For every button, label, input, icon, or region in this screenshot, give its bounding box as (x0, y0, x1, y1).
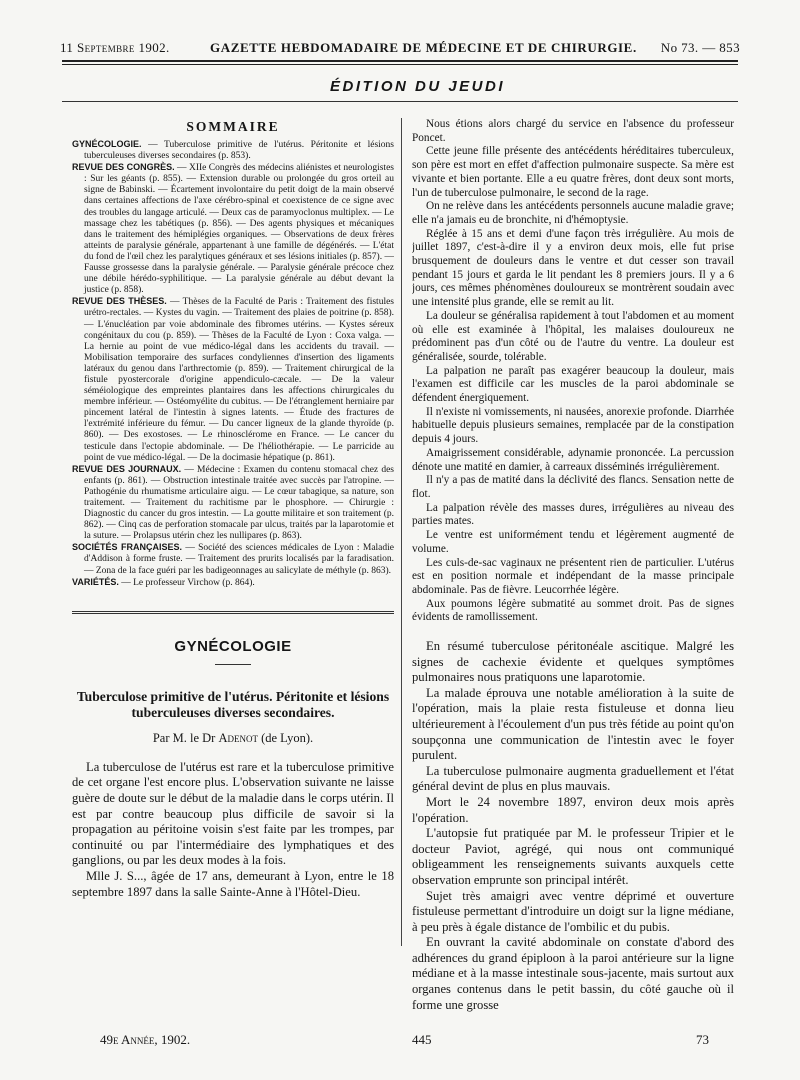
observation-paragraph: Aux poumons légère submatité au sommet droit. Pas de signes évidents de ramollissement. (412, 597, 734, 624)
article-left-body (72, 760, 394, 900)
observation-paragraph: Il n'existe ni vomissements, ni nausées, anorexie profonde. Diarrhée habituelle depuis plusieurs semaines, remplacée par de la constipation depuis 4 jours. (412, 405, 734, 446)
article-paragraph: En ouvrant la cavité abdominale on constate d'abord des adhérences du grand épiploon à la paroi antérieure sur la ligne médiane et à la masse intestinale sous-jacente, mais surtout aux organes contenus dans le petit bassin, du côté gauche où il forme une grosse (412, 935, 734, 1012)
sommaire-entry (72, 577, 394, 589)
observation-paragraph: On ne relève dans les antécédents personnels aucune maladie grave; elle n'a jamais eu de bronchite, ni d'hémoptysie. (412, 200, 734, 226)
observation-paragraph: Amaigrissement considérable, adynamie prononcée. La percussion dénote une matité en damier, à carreaux disséminés irrégulièrement. (412, 446, 734, 473)
paragraph-gap (412, 625, 734, 639)
sommaire-entry-key: REVUE DES JOURNAUX. (72, 463, 182, 474)
observation-paragraph: Les culs-de-sac vaginaux ne présentent rien de particulier. L'utérus est en position normale et indépendant de la masse principale abdominale. Pas de fièvre. Leucorrhée légère. (412, 556, 734, 596)
article-paragraph: La malade éprouva une notable amélioration à la suite de l'opération, mais la plaie resta fistuleuse et donna lieu ultérieurement à l'écoulement d'un pus très fétide au point qu'on soupçonna une communication de l'intestin avec le foyer purulent. (412, 685, 734, 763)
article-paragraph: La tuberculose de l'utérus est rare et la tuberculose primitive de cet organe l'est encore plus. L'observation suivante ne laisse guère de doute sur le début de la maladie dans le corps utérin. Il est par contre beaucoup plus difficile de savoir si la propagation au péritoine voisin s'est faite par les trompes, par continuité ou par l'intermédiaire des lymphatiques et des ganglions, ou par les deux modes à la fois. (72, 759, 394, 868)
article-title: Tuberculose primitive de l'utérus. Péritonite et lésions tuberculeuses diverses secondaires. (76, 688, 390, 720)
article-paragraph: Mort le 24 novembre 1897, environ deux mois après l'opération. (412, 794, 734, 825)
article-paragraph: Mlle J. S..., âgée de 17 ans, demeurant à Lyon, entre le 18 septembre 1897 dans la salle Sainte-Anne à l'Hôtel-Dieu. (72, 868, 394, 899)
footer-year: 49e Année, 1902. (100, 1032, 191, 1047)
sommaire-entry-key: REVUE DES CONGRÈS. (72, 162, 175, 173)
section-heading: GYNÉCOLOGIE (174, 637, 292, 655)
observation-paragraph: Il n'y a pas de matité dans la déclivité des flancs. Sensation nette de flot. (412, 474, 734, 500)
right-column (412, 118, 734, 1038)
page-header (60, 40, 740, 58)
observation-paragraph: Nous étions alors chargé du service en l'absence du professeur Poncet. (412, 118, 734, 144)
sommaire-entry (72, 542, 394, 576)
author-suffix: (de Lyon). (261, 730, 314, 745)
sommaire-entry-text: — Médecine : Examen du contenu stomacal chez des enfants (p. 861). — Obstruction intestinale traitée avec succès par l'atropine. — Pathogénie du rhumatisme articulaire aigu. — Le cœur tabagique, sa nature, son traitement. — Traitement du rachitisme par le phosphore. — Chirurgie : Diagnostic du cancer du gros intestin. — La goutte militaire et son traitement (p. 862). — Cinq cas de perforation stomacale par ulcus, traités par la laparotomie et la suture. — Prolapsus utérin chez les nullipares (p. 863). (84, 464, 394, 542)
sommaire-entry-key: VARIÉTÉS. (72, 576, 119, 587)
sommaire-list (72, 139, 394, 589)
observation-paragraph: Cette jeune fille présente des antécédents héréditaires tuberculeux, son père est mort en effet d'affection pulmonaire suspecte. Sa mère est vivante et bien portante. Elle a eu quatre frères, dont deux sont morts, l'un de tuberculose pulmonaire, le second de la rage. (412, 145, 734, 199)
sommaire-entry-text: — Le professeur Virchow (p. 864). (118, 577, 255, 588)
edition-banner: ÉDITION DU JEUDI (330, 78, 506, 95)
sommaire-title: SOMMAIRE (186, 119, 280, 134)
article-author (72, 731, 394, 746)
observation-paragraph: Réglée à 15 ans et demi d'une façon très irrégulière. Au mois de juillet 1897, c'est-à-dire il y a environ deux mois, elle fut prise brusquement de douleurs dans le ventre et dut cesser son travail pendant 15 jours et garda le lit pendant les 8 premiers jours. Il y a 6 jours, ces mêmes phénomènes douloureux se montrèrent soudain avec une intensité plus grande, elle se remit au lit. (412, 227, 734, 309)
author-name: Adenot (218, 730, 258, 745)
sommaire-entry-text: — XIIe Congrès des médecins aliénistes et neurologistes : Sur les géants (p. 855). — Extension durable ou prolongée du gros orteil au signe de Babinski. — Écartement involontaire du petit doigt de la main observé dans certaines affections de l'axe cérébro-spinal et coexistence de ce signe avec des troubles du langage articulé. — Deux cas de paramyoclonus multiplex. — Le massage chez les tabétiques (p. 856). — Des agents physiques et mécaniques dans le traitement des hémiplégies organiques. — Observations de deux frères atteints de paralysie générale, appartenant à une famille de dégénérés. — L'état du fond de l'œil chez les paralytiques généraux et ses lésions initiales (p. 857). — Fausse grossesse dans la paralysie générale. — Paralysie générale précoce chez une débile hérédo-syphilitique. — La paralysie générale au début devant la justice (p. 858). (84, 163, 394, 296)
left-column (72, 118, 394, 1038)
edition-rule (62, 101, 738, 102)
article-paragraph: Sujet très amaigri avec ventre déprimé et ouverture fistuleuse permettant d'introduire un doigt sur la ligne médiane, à peu près à égale distance de l'ombilic et du pubis. (412, 888, 734, 934)
footer-page: 445 (412, 1032, 432, 1047)
header-page-number: No 73. — 853 (660, 40, 740, 55)
sommaire-entry-text: — Thèses de la Faculté de Paris : Traitement des fistules urétro-rectales. — Kystes du vagin. — Traitement des plaies de poitrine (p. 858). — L'énucléation par voie abdominale des fibromes utérins. — Kystes séreux congénitaux du cou (p. 859). — Thèses de la Faculté de Lyon : Coxa valga. — La hernie au point de vue médico-légal dans les accidents du travail. — Mobilisation temporaire des surfaces condyliennes d'insertion des ligaments latéraux du genou dans l'arthrectomie (p. 859). — Traitement chirurgical de la fistule pyostercorale d'origine appendiculo-cæcale. — De la valeur séméiologique des empreintes plantaires dans les affections chirurgicales du membre inférieur. — Ostéomyélite du cubitus. — De l'étranglement herniaire par pincement latéral de l'intestin à signes latents. — Étude des fractures de l'extrémité inférieure du fémur. — Du cancer ligneux de la glande thyroïde (p. 860). — Des exostoses. — Le rhinosclérome en France. — Le cancer du testicule dans l'ectopie abdominale. — De l'héliothérapie. — Le parricide au point de vue médico-légal. — De la docimasie hépatique (p. 861). (84, 297, 394, 463)
sommaire-entry (72, 464, 394, 543)
observation-small-print (412, 118, 734, 625)
header-date: 11 Septembre 1902. (60, 40, 170, 55)
article-paragraph: En résumé tuberculose péritonéale ascitique. Malgré les signes de cachexie évidente et quelques symptômes pulmonaires nous pratiquons une laparotomie. (412, 639, 734, 685)
observation-paragraph: La palpation révèle des masses dures, irrégulières au niveau des parties mates. (412, 501, 734, 528)
heading-underline (215, 664, 251, 665)
header-rule-thick (62, 60, 738, 62)
observation-paragraph: La palpation ne paraît pas exagérer beaucoup la douleur, mais l'examen est difficile car les muscles de la paroi abdominale se défendent énergiquement. (412, 364, 734, 405)
sommaire-entry-key: REVUE DES THÈSES. (72, 296, 167, 307)
sommaire-entry (72, 296, 394, 463)
sommaire-entry (72, 162, 394, 296)
article-paragraph: L'autopsie fut pratiquée par M. le professeur Tripier et le docteur Paviot, agrégé, qui nous ont communiqué obligeamment les renseignements suivants auxquels cette observation emprunte son principal intérêt. (412, 826, 734, 887)
header-journal-title: GAZETTE HEBDOMADAIRE DE MÉDECINE ET DE CHIRURGIE. (210, 40, 637, 55)
header-rule-thin (62, 64, 738, 65)
sommaire-entry-key: GYNÉCOLOGIE. (72, 139, 142, 149)
article-right-body (412, 639, 734, 1013)
double-rule-separator (72, 611, 394, 614)
sommaire-entry-key: SOCIÉTÉS FRANÇAISES. (72, 542, 182, 553)
author-prefix: Par M. le Dr (152, 730, 216, 745)
sommaire-entry (72, 139, 394, 162)
sommaire-entry-text: — Société des sciences médicales de Lyon : Maladie d'Addison à forme fruste. — Traitement des prurits localisés par la faradisation. — Zona de la face guéri par les badigeonnages au salicylate de méthyle (p. 863). (84, 543, 394, 576)
observation-paragraph: Le ventre est uniformément tendu et légèrement augmenté de volume. (412, 529, 734, 555)
footer-issue: 73 (696, 1032, 709, 1047)
sommaire-entry-text: — Tuberculose primitive de l'utérus. Péritonite et lésions tuberculeuses diverses secondaires (p. 853). (84, 140, 394, 162)
column-divider (401, 118, 402, 946)
observation-paragraph: La douleur se généralisa rapidement à tout l'abdomen et au moment où elle est examinée à l'hôpital, les malaises douloureux ne prédominent pas d'un côté ou de l'autre du ventre. La douleur est généralisée, sourde, tolérable. (412, 309, 734, 363)
article-paragraph: La tuberculose pulmonaire augmenta graduellement et l'état général devint de plus en plus mauvais. (412, 763, 734, 794)
